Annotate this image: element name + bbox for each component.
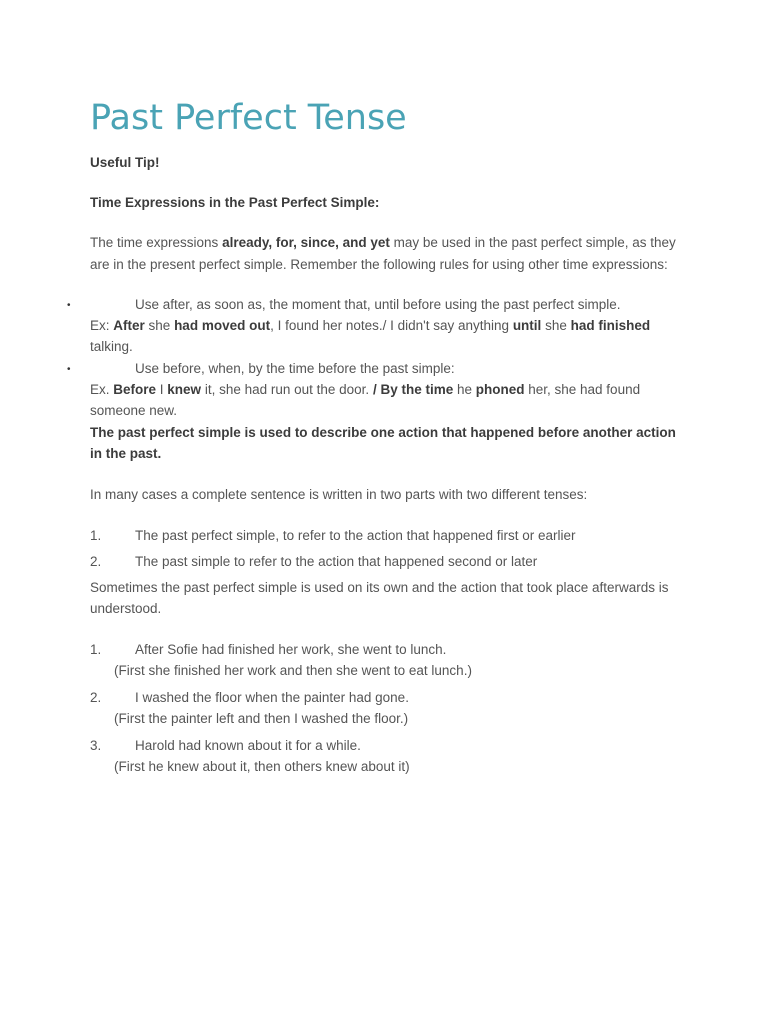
bullet-marker: • [67, 300, 71, 311]
on-own-line-2: understood. [90, 601, 162, 616]
example-sentence: After Sofie had finished her work, she went to lunch. [135, 642, 447, 657]
list-number: 1. [90, 528, 102, 543]
bullet-example-cont: someone new. [90, 403, 178, 418]
example-note: (First she finished her work and then she went to eat lunch.) [114, 663, 472, 678]
bullet-example: Ex: After she had moved out, I found her notes./ I didn't say anything until she had finished [90, 318, 651, 333]
bullet-example: Ex. Before I knew it, she had run out the door. / By the time he phoned her, she had found [90, 382, 641, 397]
bullet-rule: Use after, as soon as, the moment that, until before using the past perfect simple. [135, 297, 621, 312]
example-note: (First the painter left and then I washed the floor.) [114, 711, 409, 726]
example-number: 3. [90, 738, 102, 753]
example-note: (First he knew about it, then others knew about it) [114, 759, 410, 774]
intro-line-1: The time expressions already, for, since, and yet may be used in the past perfect simple, as they [90, 235, 676, 250]
bold-statement-line-2: in the past. [90, 446, 162, 461]
list-item: The past perfect simple, to refer to the action that happened first or earlier [135, 528, 576, 543]
bullet-rule: Use before, when, by the time before the past simple: [135, 361, 455, 376]
example-number: 1. [90, 642, 102, 657]
example-number: 2. [90, 690, 102, 705]
example-sentence: Harold had known about it for a while. [135, 738, 361, 753]
intro-line-2: are in the present perfect simple. Remember the following rules for using other time expressions: [90, 257, 668, 272]
on-own-line-1: Sometimes the past perfect simple is used on its own and the action that took place afterwards is [90, 580, 669, 595]
bold-statement-line-1: The past perfect simple is used to describe one action that happened before another action [90, 425, 676, 440]
section-heading: Time Expressions in the Past Perfect Simple: [90, 195, 380, 210]
example-sentence: I washed the floor when the painter had gone. [135, 690, 409, 705]
list-item: The past simple to refer to the action that happened second or later [135, 554, 538, 569]
two-parts-intro: In many cases a complete sentence is written in two parts with two different tenses: [90, 487, 588, 502]
page-title: Past Perfect Tense [90, 98, 407, 138]
tip-heading: Useful Tip! [90, 155, 160, 170]
bullet-example-cont: talking. [90, 339, 133, 354]
bullet-marker: • [67, 364, 71, 375]
list-number: 2. [90, 554, 102, 569]
